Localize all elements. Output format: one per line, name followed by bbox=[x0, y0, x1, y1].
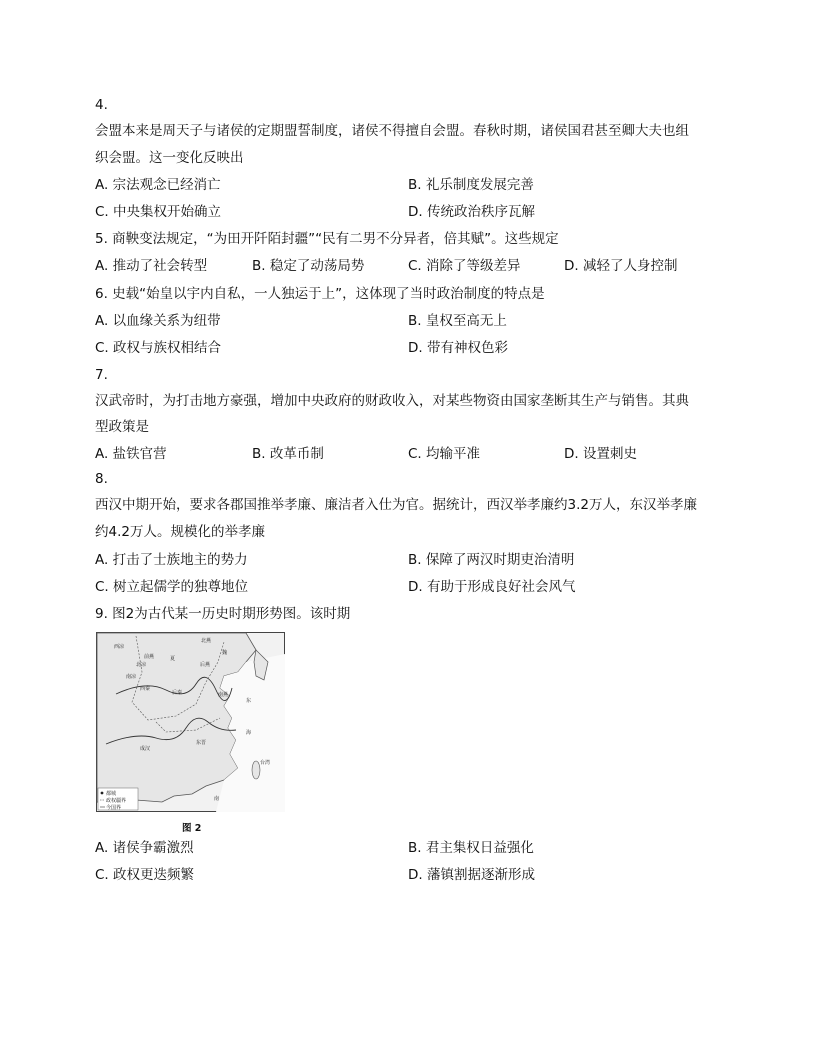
legend-label: 都城 bbox=[106, 791, 117, 797]
q6-option-b: B. 皇权至高无上 bbox=[408, 313, 507, 329]
island bbox=[252, 761, 260, 779]
q8-option-b: B. 保障了两汉时期吏治清明 bbox=[408, 552, 575, 568]
map-label: 魏 bbox=[222, 650, 228, 656]
q4-number: 4. bbox=[95, 97, 108, 113]
q7-stem-line1: 汉武帝时，为打击地方豪强，增加中央政府的财政收入，对某些物资由国家垄断其生产与销售。其典 bbox=[95, 393, 689, 409]
map-label: 南凉 bbox=[126, 674, 137, 680]
q9-option-a: A. 诸侯争霸激烈 bbox=[95, 840, 194, 856]
q4-stem-line1: 会盟本来是周天子与诸侯的定期盟誓制度，诸侯不得擅自会盟。春秋时期，诸侯国君甚至卿大夫也组 bbox=[95, 123, 689, 139]
q7-stem-line2: 型政策是 bbox=[95, 419, 149, 435]
q6-option-d: D. 带有神权色彩 bbox=[408, 340, 508, 356]
q5-option-d: D. 减轻了人身控制 bbox=[564, 258, 678, 274]
q8-option-c: C. 树立起儒学的独尊地位 bbox=[95, 579, 249, 595]
q9-option-d: D. 藩镇割据逐渐形成 bbox=[408, 867, 535, 883]
map-label: 南 bbox=[214, 796, 220, 802]
q6-stem: 6. 史载“始皇以宇内自私，一人独运于上”，这体现了当时政治制度的特点是 bbox=[95, 286, 545, 302]
map-label: 后燕 bbox=[200, 662, 211, 668]
q9-stem: 9. 图2为古代某一历史时期形势图。该时期 bbox=[95, 606, 351, 622]
q7-option-d: D. 设置刺史 bbox=[564, 446, 637, 462]
q8-stem-line1: 西汉中期开始，要求各郡国推举孝廉、廉洁者入仕为官。据统计，西汉举孝廉约3.2万人，东汉举孝廉 bbox=[95, 497, 697, 513]
q4-option-a: A. 宗法观念已经消亡 bbox=[95, 177, 221, 193]
q4-stem-line2: 织会盟。这一变化反映出 bbox=[95, 150, 244, 166]
map-label: 前燕 bbox=[144, 654, 155, 660]
map-label: 夏 bbox=[170, 656, 176, 662]
q5-option-b: B. 稳定了动荡局势 bbox=[252, 258, 365, 274]
map-label: 成汉 bbox=[140, 746, 151, 752]
q6-option-a: A. 以血缘关系为纽带 bbox=[95, 313, 221, 329]
map-label: 台湾 bbox=[260, 760, 271, 766]
map-label: 后秦 bbox=[172, 690, 183, 696]
q8-option-a: A. 打击了士族地主的势力 bbox=[95, 552, 248, 568]
q5-stem: 5. 商鞅变法规定，“为田开阡陌封疆”“民有二男不分异者，倍其赋”。这些规定 bbox=[95, 231, 559, 247]
q7-option-b: B. 改革币制 bbox=[252, 446, 324, 462]
q4-option-c: C. 中央集权开始确立 bbox=[95, 204, 222, 220]
capital-symbol bbox=[101, 792, 104, 795]
q7-option-c: C. 均输平准 bbox=[408, 446, 481, 462]
q8-stem-line2: 约4.2万人。规模化的举孝廉 bbox=[95, 524, 265, 540]
q5-option-c: C. 消除了等级差异 bbox=[408, 258, 521, 274]
q7-option-a: A. 盐铁官营 bbox=[95, 446, 167, 462]
q9-option-c: C. 政权更迭频繁 bbox=[95, 867, 195, 883]
figure-caption: 图 2 bbox=[182, 823, 202, 834]
q9-option-b: B. 君主集权日益强化 bbox=[408, 840, 534, 856]
map-label: 东 bbox=[246, 698, 252, 704]
q4-option-d: D. 传统政治秩序瓦解 bbox=[408, 204, 535, 220]
history-map-figure bbox=[96, 632, 285, 812]
q7-number: 7. bbox=[95, 367, 108, 383]
map-label: 东晋 bbox=[196, 740, 207, 746]
map-svg bbox=[96, 632, 285, 812]
map-label: 南燕 bbox=[218, 692, 229, 698]
q8-option-d: D. 有助于形成良好社会风气 bbox=[408, 579, 576, 595]
q6-option-c: C. 政权与族权相结合 bbox=[95, 340, 222, 356]
map-label: 西凉 bbox=[114, 644, 125, 650]
map-label: 海 bbox=[246, 730, 252, 736]
q5-option-a: A. 推动了社会转型 bbox=[95, 258, 208, 274]
legend-label: 政权疆界 bbox=[106, 798, 127, 804]
q8-number: 8. bbox=[95, 471, 108, 487]
map-label: 北燕 bbox=[201, 638, 212, 644]
map-label: 西秦 bbox=[140, 686, 151, 692]
legend-label: 今国界 bbox=[106, 805, 122, 811]
map-label: 北凉 bbox=[136, 662, 147, 668]
q4-option-b: B. 礼乐制度发展完善 bbox=[408, 177, 534, 193]
